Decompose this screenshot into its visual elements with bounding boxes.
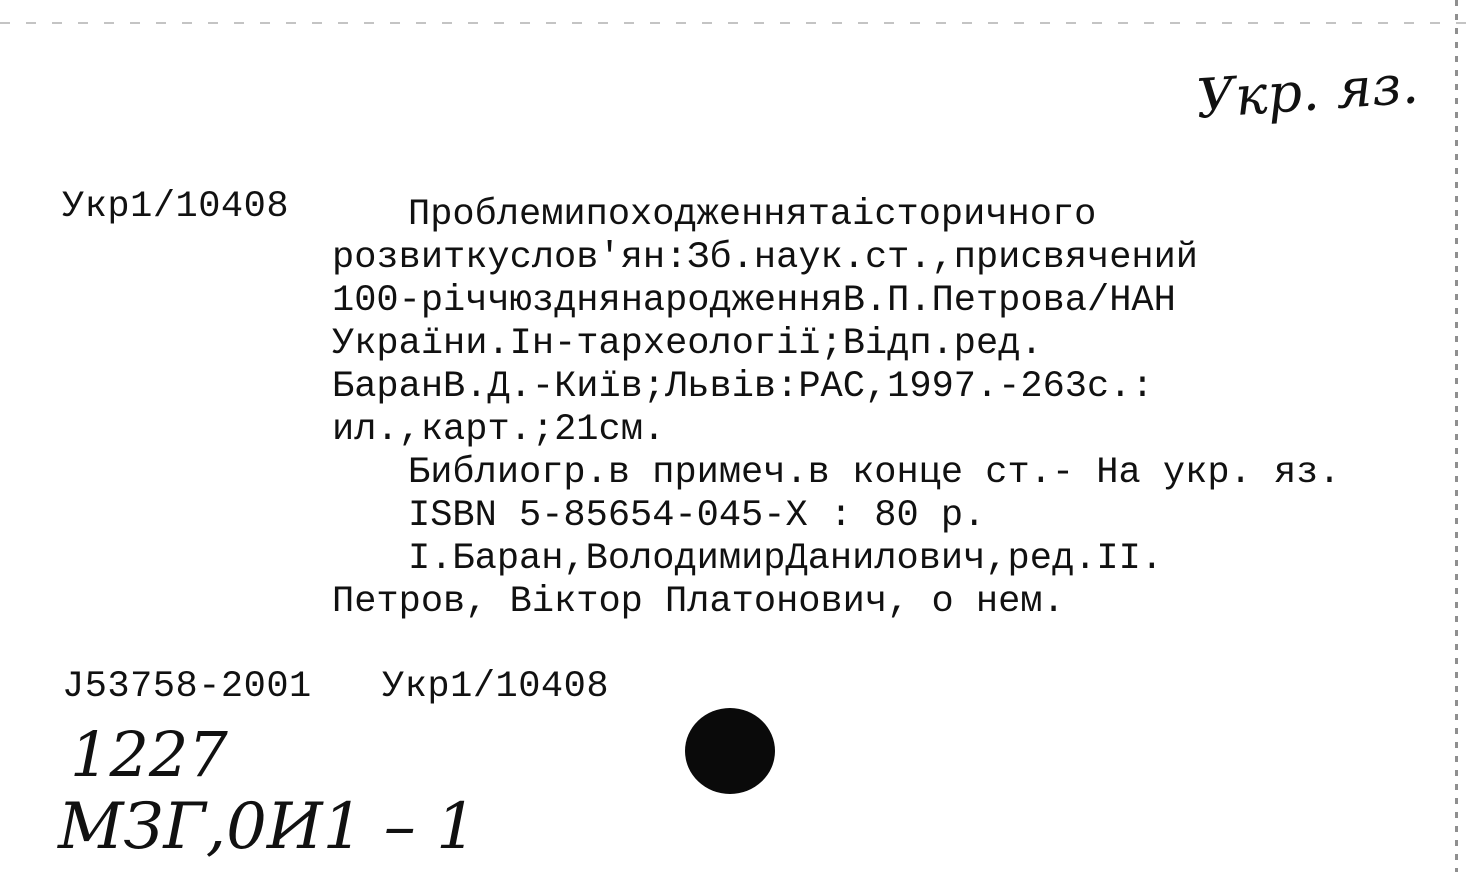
description-word: РАС, <box>798 366 888 408</box>
description-word: наук. <box>753 237 865 279</box>
description-word: Львів: <box>665 366 799 408</box>
description-word: України. <box>332 323 510 365</box>
handwritten-subject-note: Укр. яз. <box>1194 52 1421 131</box>
description-word: походження <box>585 194 808 236</box>
description-line <box>332 323 1342 366</box>
tracing-word: Баран, <box>452 538 586 580</box>
description-line <box>332 280 1442 323</box>
card-right-edge <box>1455 0 1458 872</box>
description-word: слов'ян: <box>509 237 688 279</box>
tracing-word: I. <box>408 538 453 580</box>
description-word: 100-річчю <box>332 280 532 322</box>
notes-line: Библиогр.в примеч.в конце ст.- На укр. яз. <box>408 452 1341 494</box>
description-word: з <box>531 280 555 322</box>
call-number: Укр1/10408 <box>62 186 290 228</box>
handwritten-number: 1227 <box>70 718 228 791</box>
handwritten-code: МЗГ,0И1 – 1 <box>58 790 477 864</box>
description-word: НАН <box>1109 280 1176 322</box>
description-word: В.Д.- <box>443 366 555 408</box>
tracing-word: ред. <box>1007 538 1097 580</box>
description-word: с.: <box>1087 366 1154 408</box>
description-line <box>332 194 1442 237</box>
description-word: Відп.ред. <box>842 323 1043 365</box>
description-word: см. <box>598 409 666 451</box>
description-word: археології; <box>598 323 843 365</box>
description-word: Баран <box>332 366 444 408</box>
description-word: Петрова/ <box>931 280 1110 322</box>
description-word: та <box>807 194 853 236</box>
description-word: В.П. <box>842 280 932 322</box>
tracing-word: Володимир <box>585 538 786 580</box>
description-word: Київ; <box>554 366 666 408</box>
tracing-word: II. <box>1096 538 1163 580</box>
description-word: народження <box>620 280 843 322</box>
description-word: історичного <box>852 194 1097 236</box>
card-top-edge <box>0 22 1472 24</box>
isbn-line: ISBN 5-85654-045-X : 80 р. <box>408 495 986 537</box>
accession-call-number: Укр1/10408 <box>382 666 610 708</box>
description-word: Проблеми <box>408 194 586 236</box>
description-line <box>332 366 1442 409</box>
description-word: 263 <box>1020 366 1088 408</box>
description-word: Ін-т <box>509 323 599 365</box>
description-word: дня <box>554 280 621 322</box>
card-punch-hole <box>685 708 775 794</box>
description-word: 21 <box>554 409 599 451</box>
description-word: розвитку <box>332 237 510 279</box>
accession-number: J53758-2001 <box>62 666 312 708</box>
description-word: карт.; <box>420 409 555 451</box>
description-line <box>332 237 1442 280</box>
description-word: Зб. <box>687 237 754 279</box>
description-line <box>332 409 1442 452</box>
bibliographic-description <box>332 194 1442 624</box>
description-word: ст., <box>864 237 954 279</box>
tracing-line <box>332 538 1442 581</box>
description-word: ил., <box>332 409 421 451</box>
tracing-word: Данилович, <box>785 538 1008 580</box>
tracing-line: Петров, Віктор Платонович, о нем. <box>332 581 1065 623</box>
description-word: 1997.- <box>887 366 1021 408</box>
description-word: присвячений <box>953 237 1199 279</box>
